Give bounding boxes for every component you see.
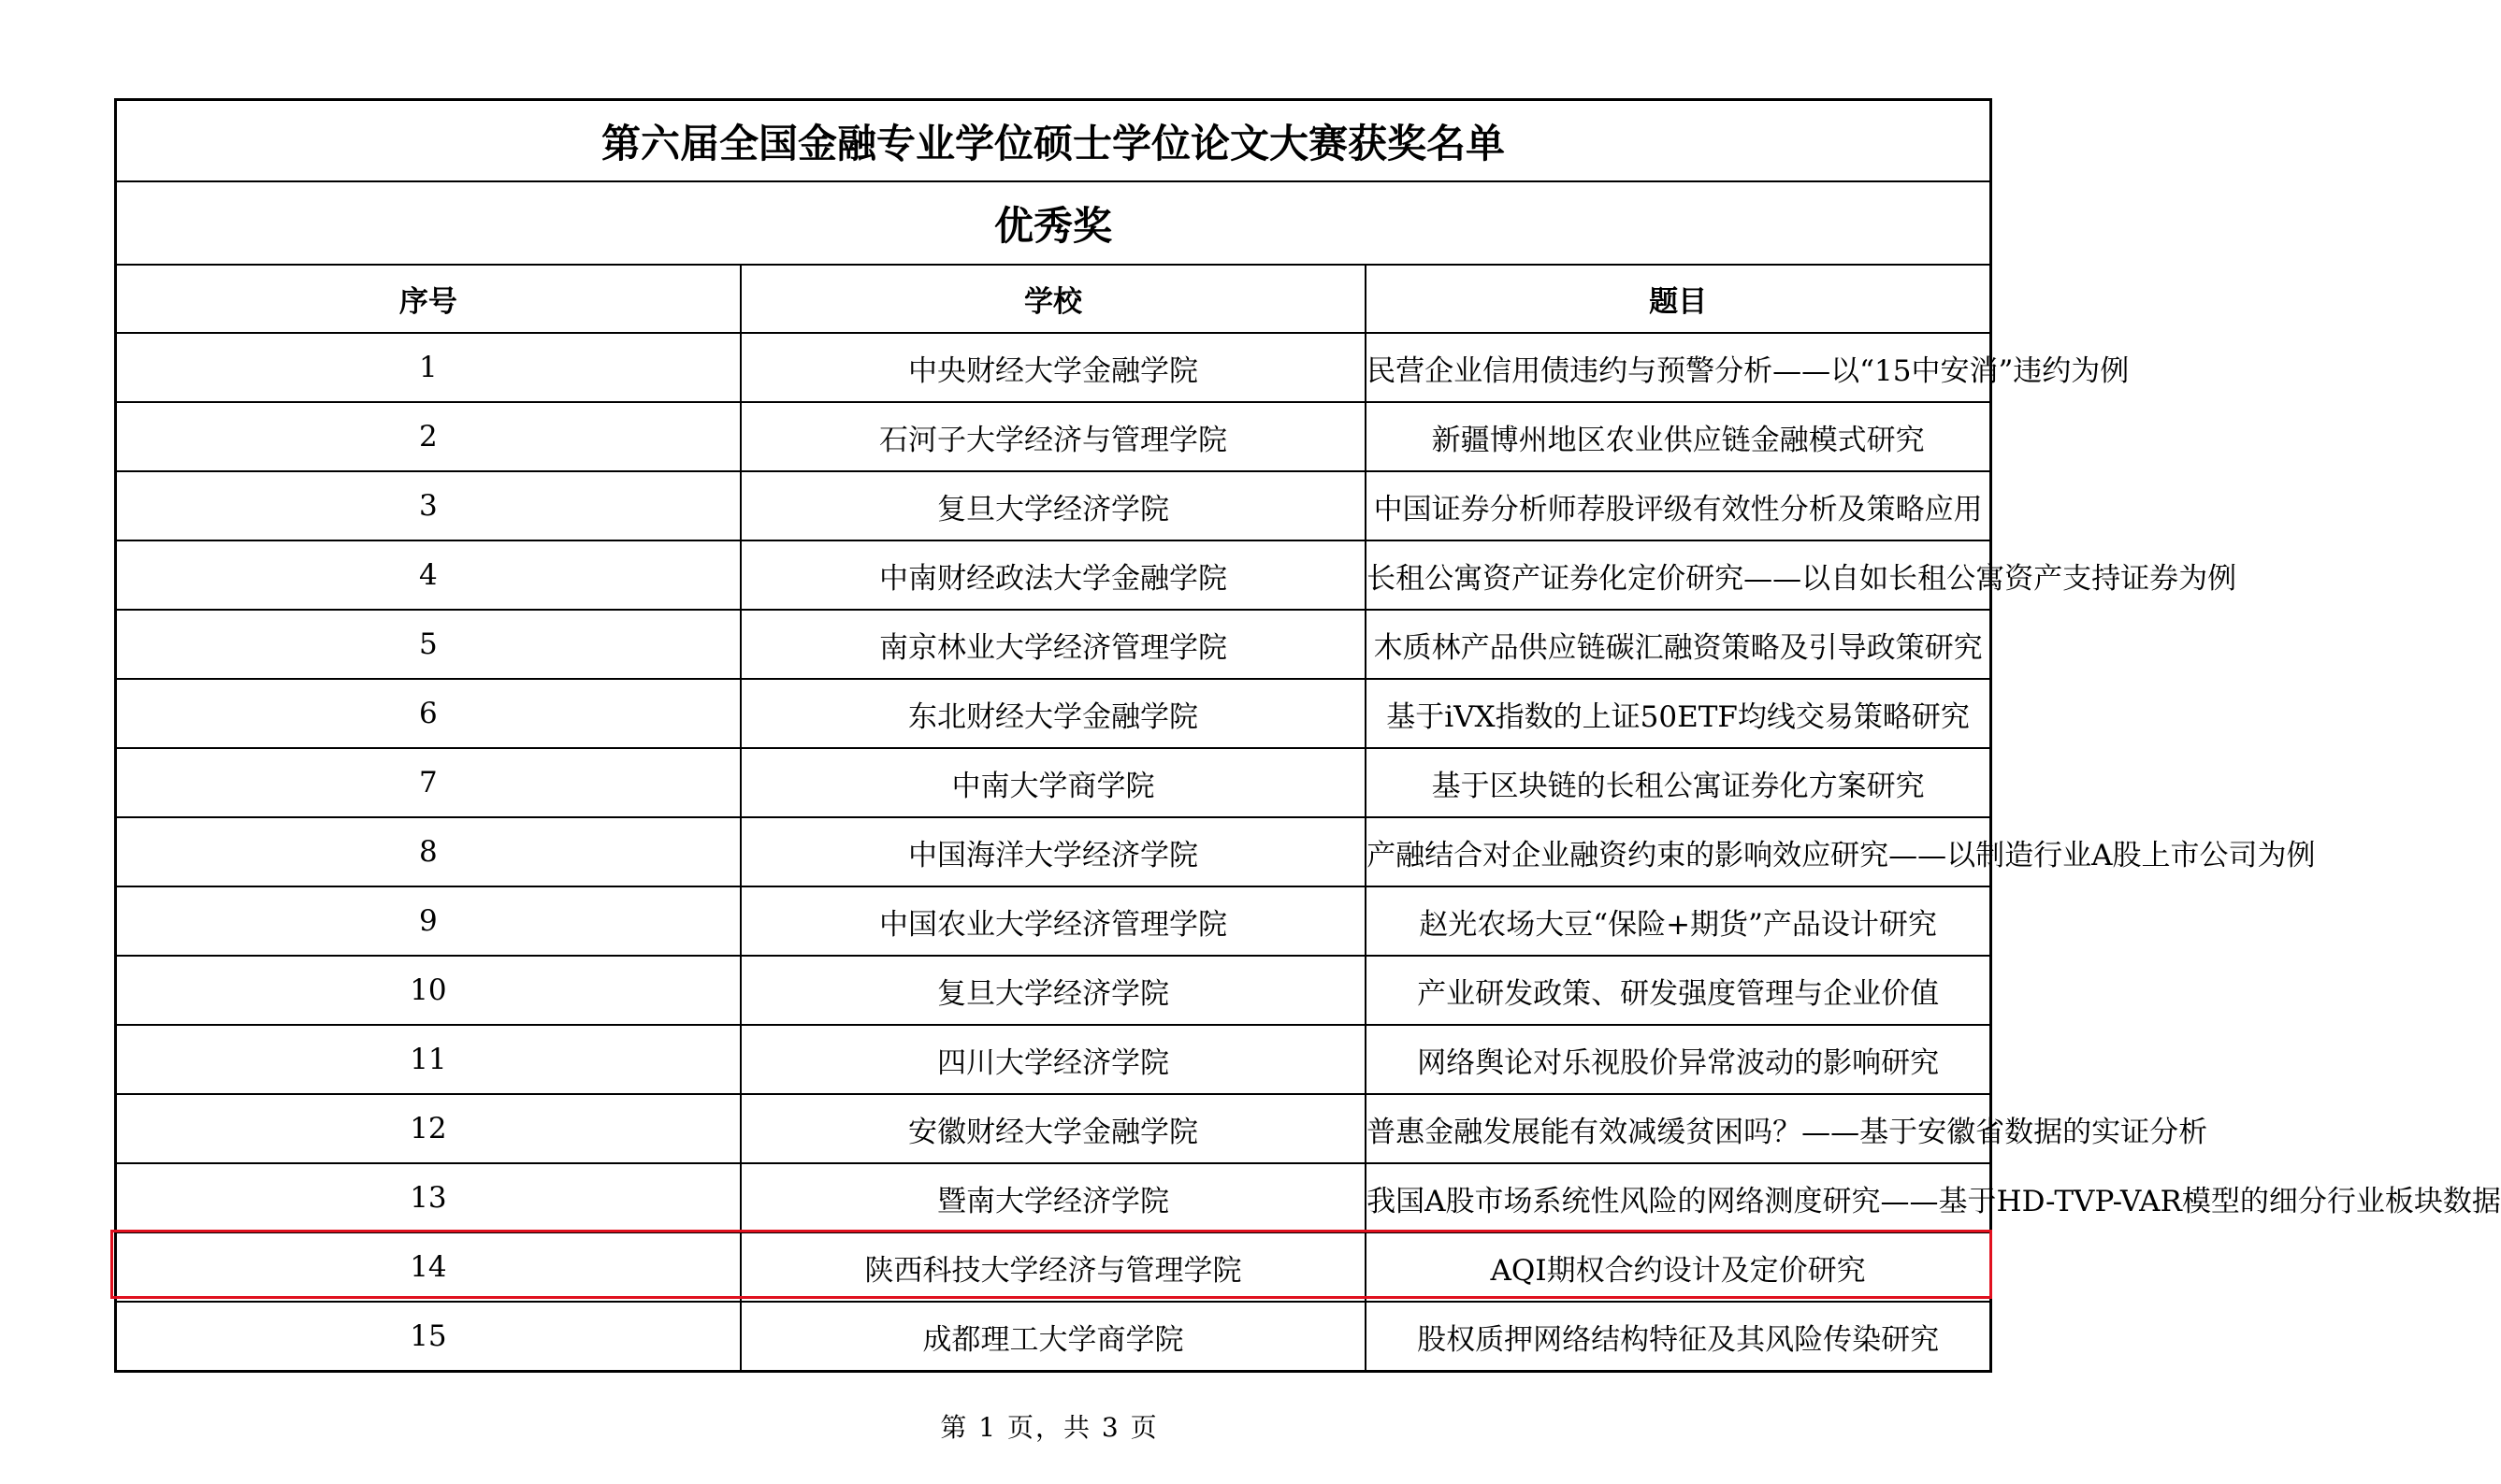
- row-topic: 普惠金融发展能有效减缓贫困吗？——基于安徽省数据的实证分析: [1366, 1094, 1990, 1163]
- table-row: [116, 1025, 1991, 1094]
- row-index: 14: [116, 1232, 741, 1302]
- row-school: 陕西科技大学经济与管理学院: [741, 1232, 1366, 1302]
- table-row: [116, 817, 1991, 886]
- table-row: [116, 748, 1991, 817]
- row-school: 成都理工大学商学院: [741, 1302, 1366, 1372]
- row-index: 6: [116, 679, 741, 748]
- document-title: 第六届全国金融专业学位硕士学位论文大赛获奖名单: [116, 100, 1991, 182]
- column-header-row: [116, 265, 1991, 333]
- row-topic: AQI期权合约设计及定价研究: [1366, 1232, 1990, 1302]
- row-index: 3: [116, 471, 741, 540]
- row-school: 安徽财经大学金融学院: [741, 1094, 1366, 1163]
- row-topic: 我国A股市场系统性风险的网络测度研究——基于HD-TVP-VAR模型的细分行业板块数据: [1366, 1163, 1990, 1232]
- row-topic: 基于iVX指数的上证50ETF均线交易策略研究: [1366, 679, 1990, 748]
- row-school: 四川大学经济学院: [741, 1025, 1366, 1094]
- row-index: 7: [116, 748, 741, 817]
- row-topic: 基于区块链的长租公寓证券化方案研究: [1366, 748, 1990, 817]
- row-topic: 长租公寓资产证券化定价研究——以自如长租公寓资产支持证券为例: [1366, 540, 1990, 610]
- column-header-school: 学校: [741, 265, 1366, 333]
- row-index: 8: [116, 817, 741, 886]
- row-school: 复旦大学经济学院: [741, 471, 1366, 540]
- table-row: [116, 956, 1991, 1025]
- award-level-row: [116, 181, 1991, 265]
- row-topic: 新疆博州地区农业供应链金融模式研究: [1366, 402, 1990, 471]
- column-header-index: 序号: [116, 265, 741, 333]
- row-topic: 产融结合对企业融资约束的影响效应研究——以制造行业A股上市公司为例: [1366, 817, 1990, 886]
- column-header-topic: 题目: [1366, 265, 1990, 333]
- row-school: 暨南大学经济学院: [741, 1163, 1366, 1232]
- row-school: 石河子大学经济与管理学院: [741, 402, 1366, 471]
- table-row: [116, 1302, 1991, 1372]
- row-index: 15: [116, 1302, 741, 1372]
- table-row: [116, 471, 1991, 540]
- table-row: [116, 333, 1991, 402]
- row-index: 4: [116, 540, 741, 610]
- row-topic: 木质林产品供应链碳汇融资策略及引导政策研究: [1366, 610, 1990, 679]
- table-row: [116, 1163, 1991, 1232]
- row-topic: 股权质押网络结构特征及其风险传染研究: [1366, 1302, 1990, 1372]
- row-index: 9: [116, 886, 741, 956]
- row-topic: 产业研发政策、研发强度管理与企业价值: [1366, 956, 1990, 1025]
- row-school: 中央财经大学金融学院: [741, 333, 1366, 402]
- table-row: [116, 886, 1991, 956]
- page-number-footer: 第 1 页，共 3 页: [940, 1412, 1159, 1443]
- table-row: [116, 679, 1991, 748]
- row-school: 复旦大学经济学院: [741, 956, 1366, 1025]
- table-row: [116, 1094, 1991, 1163]
- table-row: [116, 402, 1991, 471]
- row-school: 中国海洋大学经济学院: [741, 817, 1366, 886]
- title-row: [116, 100, 1991, 182]
- row-index: 11: [116, 1025, 741, 1094]
- table-row-highlighted: [116, 1232, 1991, 1302]
- row-school: 中国农业大学经济管理学院: [741, 886, 1366, 956]
- row-school: 中南大学商学院: [741, 748, 1366, 817]
- row-index: 2: [116, 402, 741, 471]
- row-school: 南京林业大学经济管理学院: [741, 610, 1366, 679]
- row-index: 12: [116, 1094, 741, 1163]
- row-school: 中南财经政法大学金融学院: [741, 540, 1366, 610]
- row-index: 13: [116, 1163, 741, 1232]
- award-table-body: [116, 100, 2501, 1372]
- row-topic: 赵光农场大豆“保险+期货”产品设计研究: [1366, 886, 1990, 956]
- table-row: [116, 610, 1991, 679]
- row-index: 1: [116, 333, 741, 402]
- row-topic: 网络舆论对乐视股价异常波动的影响研究: [1366, 1025, 1990, 1094]
- row-school: 东北财经大学金融学院: [741, 679, 1366, 748]
- table-row: [116, 540, 1991, 610]
- award-level: 优秀奖: [116, 181, 1991, 265]
- row-index: 5: [116, 610, 741, 679]
- row-topic: 中国证券分析师荐股评级有效性分析及策略应用: [1366, 471, 1990, 540]
- row-topic: 民营企业信用债违约与预警分析——以“15中安消”违约为例: [1366, 333, 1990, 402]
- award-table: [114, 98, 2501, 1373]
- row-index: 10: [116, 956, 741, 1025]
